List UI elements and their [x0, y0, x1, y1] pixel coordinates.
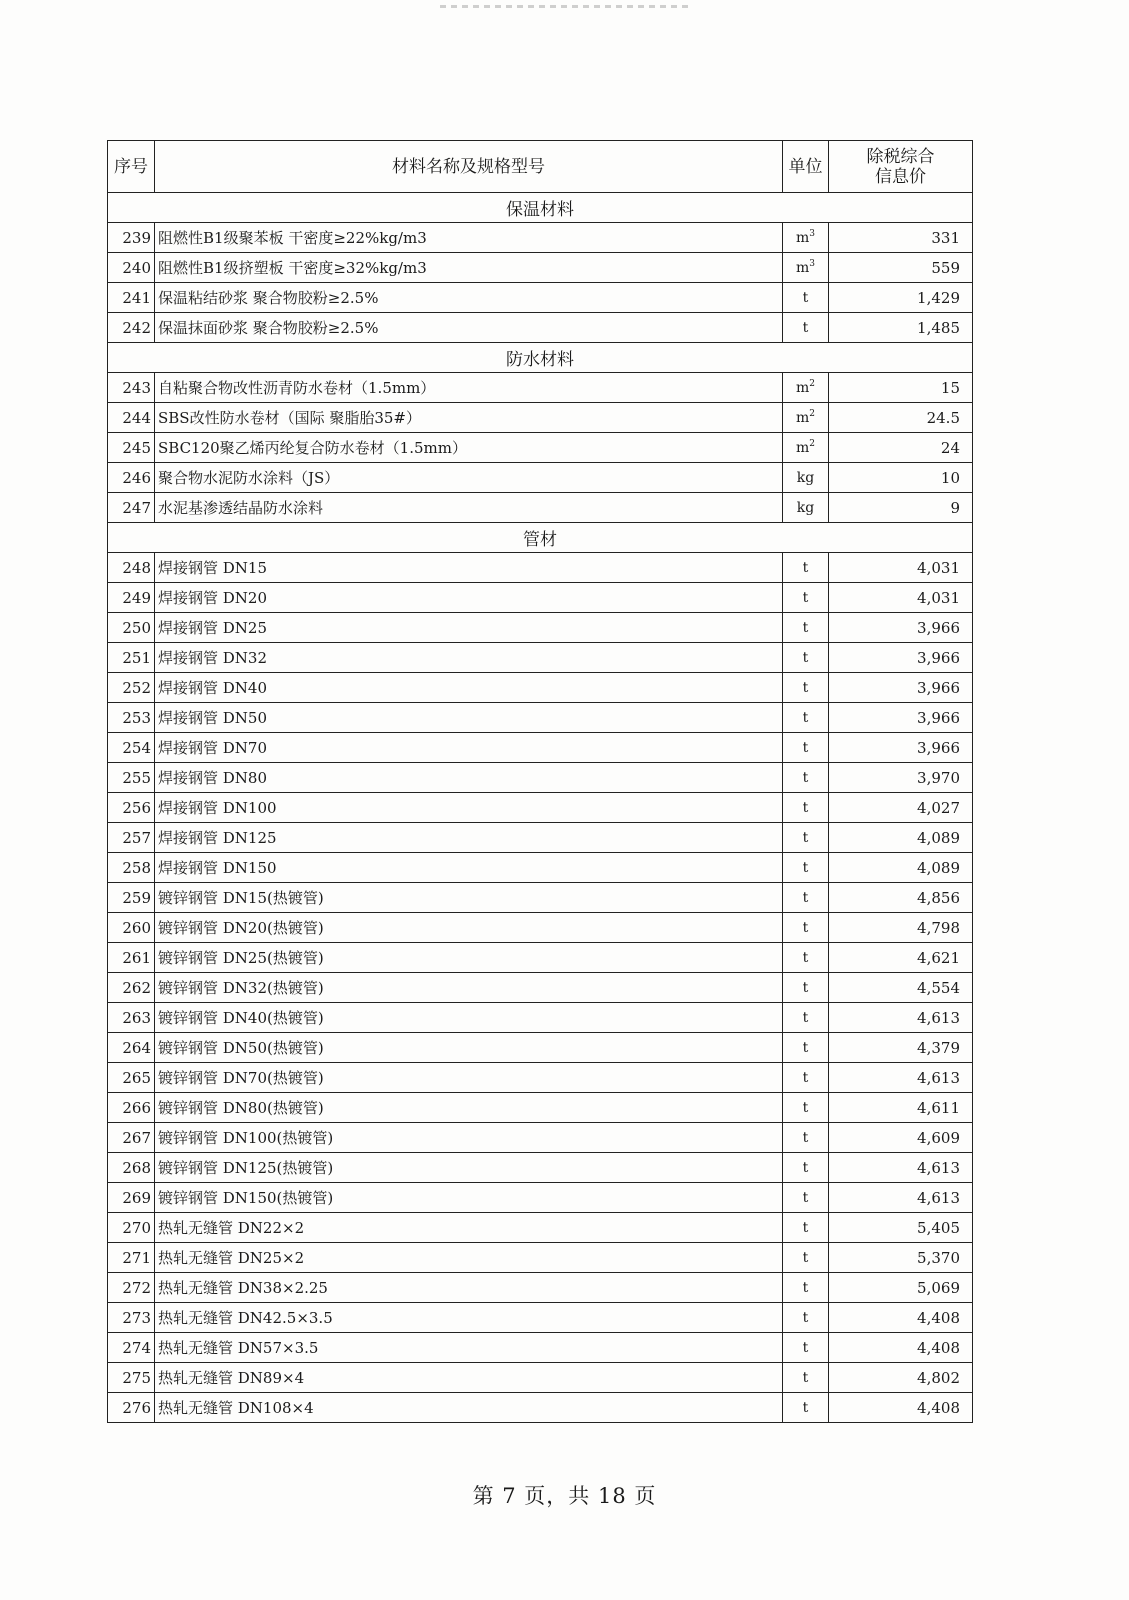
row-seq: 263: [108, 1003, 155, 1033]
row-material-name: 保温抹面砂浆 聚合物胶粉≥2.5%: [155, 313, 783, 343]
row-seq: 241: [108, 283, 155, 313]
row-material-name: 聚合物水泥防水涂料（JS）: [155, 463, 783, 493]
unit-text: t: [802, 1009, 809, 1026]
row-material-name: SBS改性防水卷材（国际 聚脂胎35#）: [155, 403, 783, 433]
row-material-name: 焊接钢管 DN32: [155, 643, 783, 673]
row-seq: 267: [108, 1123, 155, 1153]
row-price: 4,613: [829, 1183, 973, 1213]
table-row: [108, 1393, 973, 1423]
table-row: [108, 1063, 973, 1093]
table-row: [108, 943, 973, 973]
row-unit: [783, 1213, 829, 1243]
unit-text: t: [802, 799, 809, 816]
table-row: [108, 883, 973, 913]
row-material-name: 焊接钢管 DN125: [155, 823, 783, 853]
unit-text: t: [802, 319, 809, 336]
row-unit: [783, 913, 829, 943]
row-material-name: 镀锌钢管 DN40(热镀管): [155, 1003, 783, 1033]
row-unit: [783, 613, 829, 643]
section-row: [108, 523, 973, 553]
row-seq: 272: [108, 1273, 155, 1303]
row-unit: [783, 1273, 829, 1303]
unit-text: t: [802, 859, 809, 876]
row-price: 4,798: [829, 913, 973, 943]
row-seq: 245: [108, 433, 155, 463]
row-seq: 254: [108, 733, 155, 763]
table-body: [108, 193, 973, 1423]
row-material-name: 镀锌钢管 DN100(热镀管): [155, 1123, 783, 1153]
row-unit: [783, 973, 829, 1003]
row-seq: 251: [108, 643, 155, 673]
scan-artifact: [440, 5, 690, 8]
row-seq: 270: [108, 1213, 155, 1243]
unit-text: t: [802, 589, 809, 606]
row-seq: 274: [108, 1333, 155, 1363]
unit-text: t: [802, 769, 809, 786]
unit-exponent: 2: [809, 379, 815, 389]
row-unit: [783, 883, 829, 913]
table-row: [108, 793, 973, 823]
row-unit: [783, 313, 829, 343]
unit-text: m: [795, 260, 810, 276]
unit-exponent: 2: [809, 439, 815, 449]
table-row: [108, 283, 973, 313]
row-price: 15: [829, 373, 973, 403]
table-row: [108, 613, 973, 643]
row-price: 559: [829, 253, 973, 283]
row-price: 4,613: [829, 1153, 973, 1183]
table-row: [108, 433, 973, 463]
row-price: 4,379: [829, 1033, 973, 1063]
table-row: [108, 1033, 973, 1063]
row-material-name: 水泥基渗透结晶防水涂料: [155, 493, 783, 523]
row-unit: [783, 463, 829, 493]
page-number: 第 7 页，共 18 页: [472, 1484, 657, 1508]
row-unit: [783, 1033, 829, 1063]
row-unit: [783, 703, 829, 733]
row-price: 3,966: [829, 673, 973, 703]
row-price: 4,613: [829, 1003, 973, 1033]
unit-text: t: [802, 559, 809, 576]
row-unit: [783, 1183, 829, 1213]
unit-text: t: [802, 1219, 809, 1236]
row-seq: 253: [108, 703, 155, 733]
row-material-name: 镀锌钢管 DN80(热镀管): [155, 1093, 783, 1123]
row-unit: [783, 793, 829, 823]
row-price: 1,429: [829, 283, 973, 313]
row-price: 3,966: [829, 733, 973, 763]
row-material-name: 焊接钢管 DN40: [155, 673, 783, 703]
row-unit: [783, 823, 829, 853]
table-row: [108, 1333, 973, 1363]
row-material-name: 镀锌钢管 DN125(热镀管): [155, 1153, 783, 1183]
row-seq: 260: [108, 913, 155, 943]
row-seq: 264: [108, 1033, 155, 1063]
row-unit: [783, 373, 829, 403]
row-price: 10: [829, 463, 973, 493]
unit-exponent: 3: [809, 229, 815, 239]
row-unit: [783, 223, 829, 253]
row-unit: [783, 1333, 829, 1363]
row-seq: 242: [108, 313, 155, 343]
unit-text: t: [802, 1099, 809, 1116]
row-unit: [783, 1093, 829, 1123]
unit-text: t: [802, 289, 809, 306]
row-price: 4,856: [829, 883, 973, 913]
row-price: 3,966: [829, 703, 973, 733]
row-material-name: 镀锌钢管 DN32(热镀管): [155, 973, 783, 1003]
table-row: [108, 1243, 973, 1273]
row-material-name: 镀锌钢管 DN25(热镀管): [155, 943, 783, 973]
row-unit: [783, 1243, 829, 1273]
table-row: [108, 1303, 973, 1333]
row-seq: 261: [108, 943, 155, 973]
row-seq: 248: [108, 553, 155, 583]
unit-exponent: 3: [809, 259, 815, 269]
row-price: 24: [829, 433, 973, 463]
row-unit: [783, 1393, 829, 1423]
row-seq: 255: [108, 763, 155, 793]
unit-text: t: [802, 1369, 809, 1386]
row-price: 3,966: [829, 613, 973, 643]
row-unit: [783, 763, 829, 793]
row-material-name: 镀锌钢管 DN50(热镀管): [155, 1033, 783, 1063]
unit-text: t: [802, 1189, 809, 1206]
unit-text: m: [795, 440, 810, 456]
table-row: [108, 763, 973, 793]
table-header-row: [108, 141, 973, 193]
table-row: [108, 1153, 973, 1183]
row-price: 4,621: [829, 943, 973, 973]
table-row: [108, 823, 973, 853]
row-price: 3,970: [829, 763, 973, 793]
unit-text: t: [802, 1249, 809, 1266]
row-seq: 266: [108, 1093, 155, 1123]
section-title: 防水材料: [108, 343, 973, 373]
header-name: 材料名称及规格型号: [155, 141, 783, 193]
row-unit: [783, 1003, 829, 1033]
unit-text: t: [802, 679, 809, 696]
unit-text: t: [802, 979, 809, 996]
row-price: 1,485: [829, 313, 973, 343]
row-price: 4,554: [829, 973, 973, 1003]
row-unit: [783, 493, 829, 523]
row-seq: 273: [108, 1303, 155, 1333]
unit-text: t: [802, 1399, 809, 1416]
unit-text: t: [802, 1069, 809, 1086]
table-row: [108, 493, 973, 523]
row-price: 4,027: [829, 793, 973, 823]
row-material-name: SBC120聚乙烯丙纶复合防水卷材（1.5mm）: [155, 433, 783, 463]
row-material-name: 热轧无缝管 DN89×4: [155, 1363, 783, 1393]
row-price: 4,802: [829, 1363, 973, 1393]
unit-text: t: [802, 829, 809, 846]
row-material-name: 阻燃性B1级挤塑板 干密度≥32%kg/m3: [155, 253, 783, 283]
row-unit: [783, 853, 829, 883]
table-row: [108, 643, 973, 673]
row-seq: 247: [108, 493, 155, 523]
row-material-name: 热轧无缝管 DN42.5×3.5: [155, 1303, 783, 1333]
row-unit: [783, 253, 829, 283]
row-price: 9: [829, 493, 973, 523]
row-unit: [783, 733, 829, 763]
row-price: 4,031: [829, 553, 973, 583]
row-unit: [783, 433, 829, 463]
row-unit: [783, 1123, 829, 1153]
row-material-name: 热轧无缝管 DN57×3.5: [155, 1333, 783, 1363]
row-seq: 262: [108, 973, 155, 1003]
section-row: [108, 193, 973, 223]
row-price: 4,408: [829, 1303, 973, 1333]
row-price: 5,370: [829, 1243, 973, 1273]
row-unit: [783, 1063, 829, 1093]
row-seq: 276: [108, 1393, 155, 1423]
row-price: 4,089: [829, 823, 973, 853]
table-row: [108, 1213, 973, 1243]
row-material-name: 镀锌钢管 DN150(热镀管): [155, 1183, 783, 1213]
unit-text: m: [795, 230, 810, 246]
row-unit: [783, 583, 829, 613]
table-row: [108, 1273, 973, 1303]
table-row: [108, 583, 973, 613]
table-row: [108, 373, 973, 403]
row-seq: 249: [108, 583, 155, 613]
row-material-name: 镀锌钢管 DN15(热镀管): [155, 883, 783, 913]
table-row: [108, 673, 973, 703]
header-price-line1: 除税综合: [866, 146, 935, 167]
row-unit: [783, 403, 829, 433]
row-price: 24.5: [829, 403, 973, 433]
row-material-name: 镀锌钢管 DN70(热镀管): [155, 1063, 783, 1093]
table-row: [108, 1003, 973, 1033]
row-price: 4,408: [829, 1333, 973, 1363]
table-row: [108, 253, 973, 283]
table-row: [108, 313, 973, 343]
table-row: [108, 973, 973, 1003]
unit-text: t: [802, 1339, 809, 1356]
row-price: 331: [829, 223, 973, 253]
row-price: 4,611: [829, 1093, 973, 1123]
table-row: [108, 1093, 973, 1123]
row-seq: 269: [108, 1183, 155, 1213]
unit-text: t: [802, 949, 809, 966]
unit-text: t: [802, 889, 809, 906]
table-row: [108, 853, 973, 883]
row-seq: 257: [108, 823, 155, 853]
row-seq: 271: [108, 1243, 155, 1273]
row-seq: 246: [108, 463, 155, 493]
unit-text: t: [802, 619, 809, 636]
unit-text: t: [802, 1309, 809, 1326]
row-seq: 239: [108, 223, 155, 253]
row-material-name: 热轧无缝管 DN108×4: [155, 1393, 783, 1423]
row-material-name: 焊接钢管 DN25: [155, 613, 783, 643]
row-material-name: 阻燃性B1级聚苯板 干密度≥22%kg/m3: [155, 223, 783, 253]
unit-text: t: [802, 1279, 809, 1296]
row-material-name: 焊接钢管 DN80: [155, 763, 783, 793]
row-unit: [783, 553, 829, 583]
table-row: [108, 223, 973, 253]
table-row: [108, 1363, 973, 1393]
row-material-name: 焊接钢管 DN20: [155, 583, 783, 613]
header-price-line2: 信息价: [875, 166, 926, 187]
row-price: 4,609: [829, 1123, 973, 1153]
row-price: 3,966: [829, 643, 973, 673]
header-unit: 单位: [783, 141, 829, 193]
unit-text: m: [795, 380, 810, 396]
unit-exponent: 2: [809, 409, 815, 419]
row-material-name: 焊接钢管 DN70: [155, 733, 783, 763]
header-seq: 序号: [108, 141, 155, 193]
row-unit: [783, 1303, 829, 1333]
row-material-name: 热轧无缝管 DN38×2.25: [155, 1273, 783, 1303]
table-row: [108, 463, 973, 493]
row-price: 4,408: [829, 1393, 973, 1423]
table-row: [108, 553, 973, 583]
row-seq: 244: [108, 403, 155, 433]
row-seq: 250: [108, 613, 155, 643]
unit-text: kg: [796, 469, 815, 486]
section-row: [108, 343, 973, 373]
row-seq: 256: [108, 793, 155, 823]
row-seq: 259: [108, 883, 155, 913]
row-price: 4,089: [829, 853, 973, 883]
row-material-name: 焊接钢管 DN50: [155, 703, 783, 733]
unit-text: t: [802, 1129, 809, 1146]
row-unit: [783, 1363, 829, 1393]
row-material-name: 热轧无缝管 DN25×2: [155, 1243, 783, 1273]
row-material-name: 焊接钢管 DN15: [155, 553, 783, 583]
row-unit: [783, 943, 829, 973]
table-row: [108, 1123, 973, 1153]
row-unit: [783, 1153, 829, 1183]
row-material-name: 热轧无缝管 DN22×2: [155, 1213, 783, 1243]
table-row: [108, 703, 973, 733]
row-price: 4,613: [829, 1063, 973, 1093]
table-row: [108, 733, 973, 763]
row-price: 4,031: [829, 583, 973, 613]
unit-text: t: [802, 649, 809, 666]
unit-text: t: [802, 1039, 809, 1056]
unit-text: kg: [796, 499, 815, 516]
row-seq: 258: [108, 853, 155, 883]
row-seq: 265: [108, 1063, 155, 1093]
row-seq: 243: [108, 373, 155, 403]
row-seq: 240: [108, 253, 155, 283]
row-material-name: 焊接钢管 DN100: [155, 793, 783, 823]
row-seq: 268: [108, 1153, 155, 1183]
section-title: 保温材料: [108, 193, 973, 223]
table-row: [108, 1183, 973, 1213]
row-material-name: 焊接钢管 DN150: [155, 853, 783, 883]
section-title: 管材: [108, 523, 973, 553]
unit-text: m: [795, 410, 810, 426]
unit-text: t: [802, 1159, 809, 1176]
price-table: [107, 140, 973, 1423]
header-price: [829, 141, 973, 193]
row-unit: [783, 643, 829, 673]
row-price: 5,405: [829, 1213, 973, 1243]
row-unit: [783, 673, 829, 703]
unit-text: t: [802, 739, 809, 756]
table-row: [108, 403, 973, 433]
table-row: [108, 913, 973, 943]
row-seq: 252: [108, 673, 155, 703]
row-price: 5,069: [829, 1273, 973, 1303]
unit-text: t: [802, 709, 809, 726]
row-material-name: 保温粘结砂浆 聚合物胶粉≥2.5%: [155, 283, 783, 313]
row-material-name: 自粘聚合物改性沥青防水卷材（1.5mm）: [155, 373, 783, 403]
row-material-name: 镀锌钢管 DN20(热镀管): [155, 913, 783, 943]
row-unit: [783, 283, 829, 313]
row-seq: 275: [108, 1363, 155, 1393]
unit-text: t: [802, 919, 809, 936]
